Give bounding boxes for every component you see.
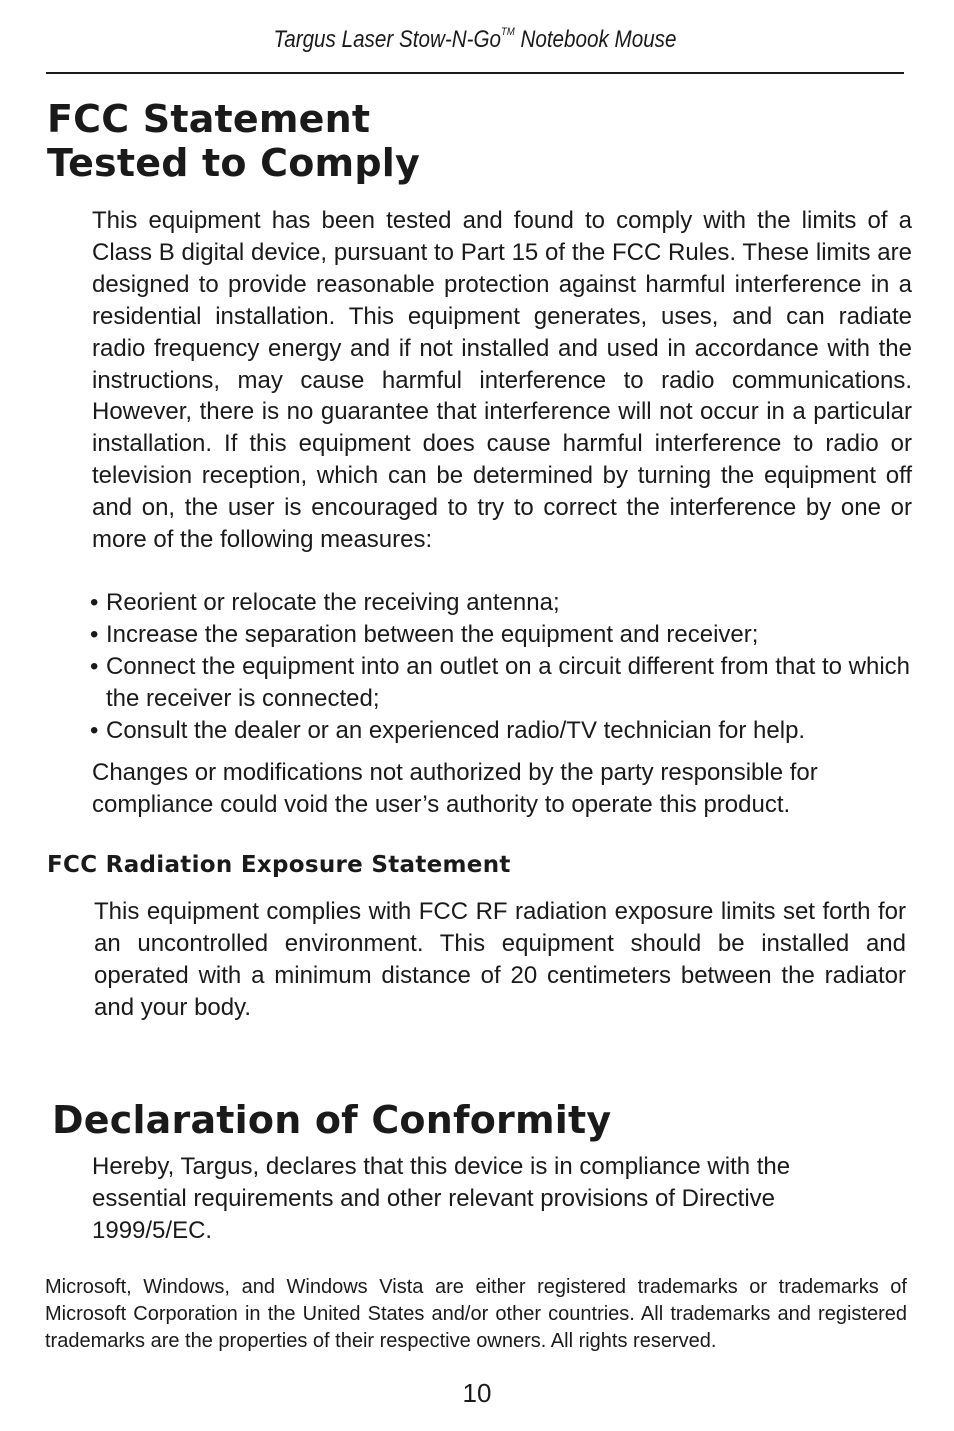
fcc-heading-line-2: Tested to Comply: [47, 141, 420, 185]
radiation-exposure-paragraph: This equipment complies with FCC RF radiation exposure limits set forth for an uncontrolled environment. This equipment should be installed and operated with a minimum distance of 20 centimeters between the radiator and your body.: [94, 898, 906, 1021]
list-item-text: Reorient or relocate the receiving antenna;: [106, 589, 560, 616]
list-item-text: Consult the dealer or an experienced radio/TV technician for help.: [106, 716, 806, 744]
fcc-statement-heading: [47, 97, 420, 185]
list-item: [89, 715, 929, 747]
modifications-warning: Changes or modifications not authorized by the party responsible for compliance could void the user’s authority to operate this product.: [92, 759, 818, 818]
list-item: [89, 651, 929, 715]
interference-measures-list: [89, 587, 929, 747]
list-item-text: Increase the separation between the equipment and receiver;: [106, 620, 759, 648]
header-divider: [46, 72, 904, 74]
bullet-icon: •: [90, 589, 99, 616]
running-header: [106, 26, 844, 54]
trademarks-notice: Microsoft, Windows, and Windows Vista are either registered trademarks or trademarks of Microsoft Corporation in the United States and/or other countries. All trademarks and registered trademarks are the properties of their respective owners. All rights reserved.: [45, 1276, 907, 1352]
header-title-post: Notebook Mouse: [514, 26, 677, 53]
header-title-pre: Targus Laser Stow-N-Go: [273, 26, 502, 53]
declaration-heading: Declaration of Conformity: [52, 1098, 612, 1142]
declaration-paragraph: Hereby, Targus, declares that this device is in compliance with the essential requirements and other relevant provisions of Directive 1999/5/EC.: [92, 1153, 791, 1244]
bullet-icon: •: [90, 652, 99, 680]
list-item: [89, 619, 929, 651]
fcc-heading-line-1: FCC Statement: [47, 97, 371, 141]
trademark-symbol: TM: [501, 26, 515, 38]
radiation-exposure-heading: FCC Radiation Exposure Statement: [47, 852, 511, 878]
list-item-text: Connect the equipment into an outlet on a circuit different from that to which the receiver is connected;: [106, 652, 911, 712]
bullet-icon: •: [90, 620, 99, 648]
list-item: [89, 587, 929, 619]
page-number: 10: [462, 1378, 492, 1408]
bullet-icon: •: [90, 716, 99, 744]
fcc-compliance-paragraph: This equipment has been tested and found to comply with the limits of a Class B digital device, pursuant to Part 15 of the FCC Rules. These limits are designed to provide reasonable protection against harmful interference in a residential installation. This equipment generates, uses, and can radiate radio frequency energy and if not installed and used in accordance with the instructions, may cause harmful interference to radio communications. However, there is no guarantee that interference will not occur in a particular installation. If this equipment does cause harmful interference to radio or television reception, which can be determined by turning the equipment off and on, the user is encouraged to try to correct the interference by one or more of the following measures:: [92, 207, 912, 554]
